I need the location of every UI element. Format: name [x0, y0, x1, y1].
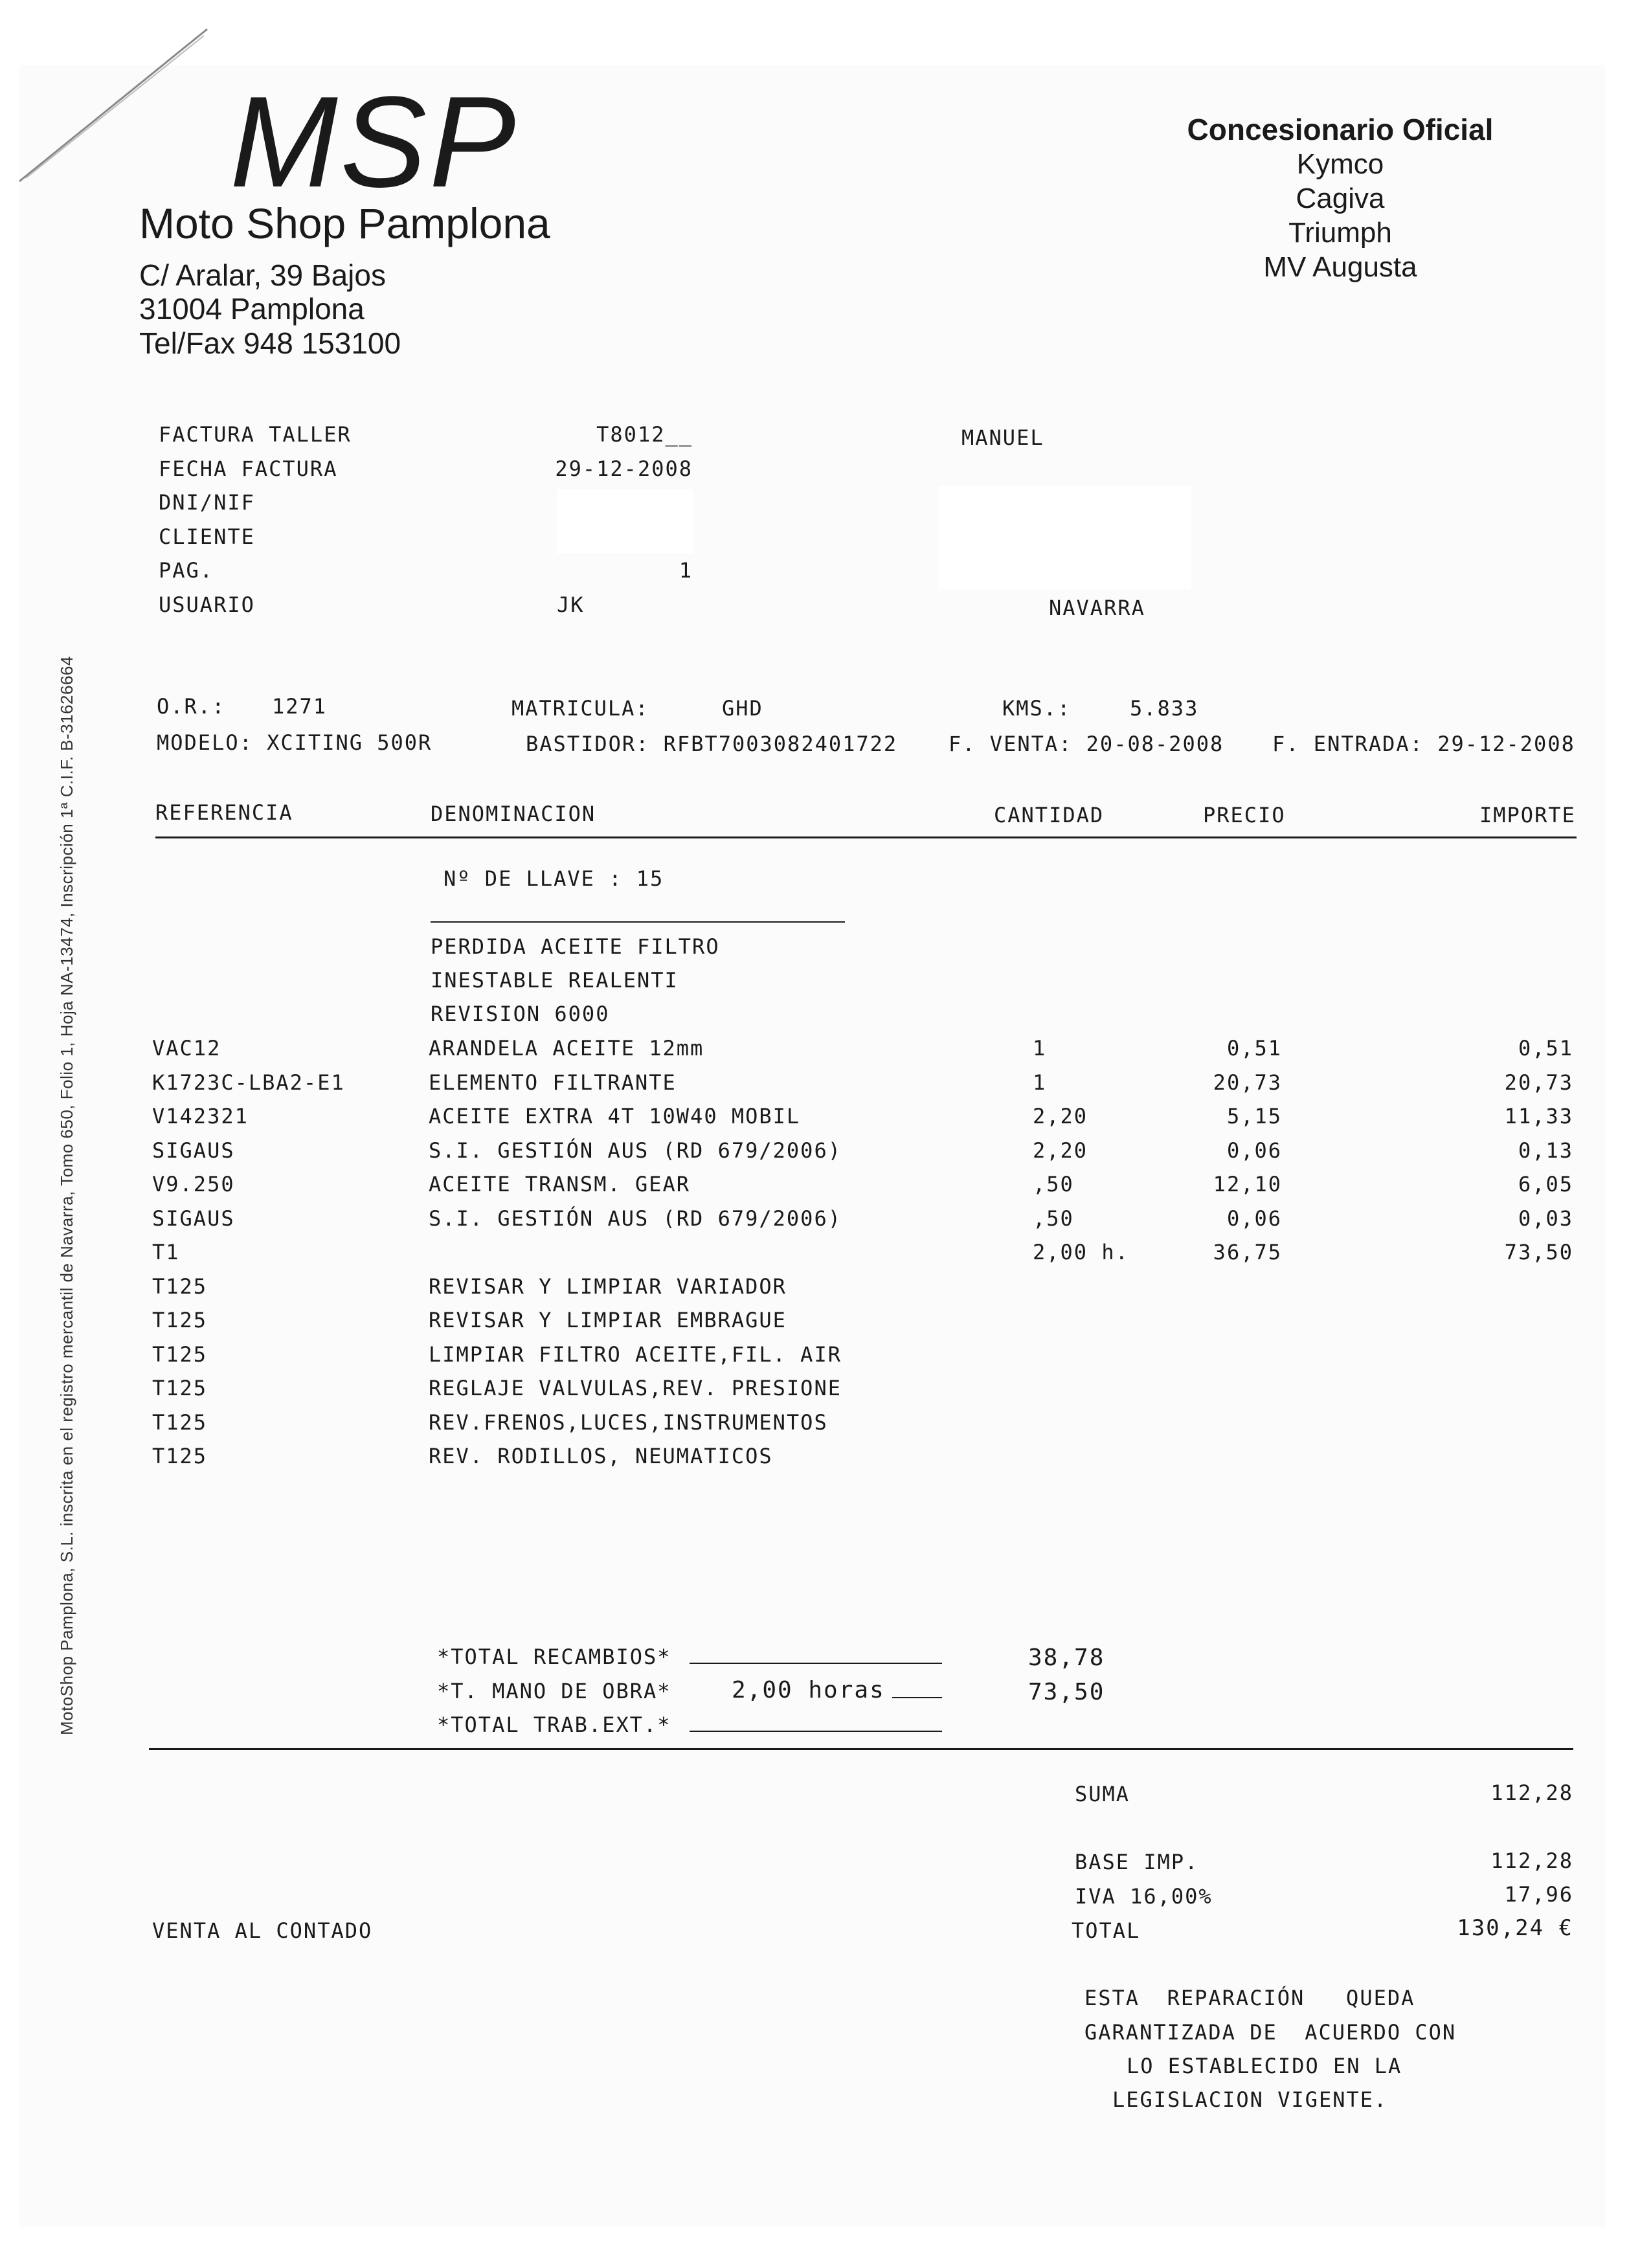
item-amount: 6,05: [1518, 1172, 1573, 1196]
item-amount: 0,13: [1518, 1138, 1573, 1163]
note-line: REVISION 6000: [431, 1002, 610, 1026]
item-description: LIMPIAR FILTRO ACEITE,FIL. AIR: [429, 1342, 842, 1367]
kms-label: KMS.:: [1002, 696, 1072, 721]
item-description: ACEITE EXTRA 4T 10W40 MOBIL: [429, 1104, 801, 1128]
item-description: REV.FRENOS,LUCES,INSTRUMENTOS: [429, 1409, 828, 1435]
fecha-entrada: F. ENTRADA: 29-12-2008: [1272, 732, 1575, 756]
invoice-date: 29-12-2008: [555, 456, 693, 481]
item-price: 0,06: [1226, 1206, 1282, 1231]
item-description: S.I. GESTIÓN AUS (RD 679/2006): [429, 1206, 842, 1231]
suma-value: 112,28: [1490, 1780, 1573, 1805]
item-quantity: 2,20: [1033, 1138, 1088, 1163]
note-line: PERDIDA ACEITE FILTRO: [431, 934, 720, 959]
guarantee-line: ESTA REPARACIÓN QUEDA: [1084, 1986, 1415, 2010]
trab-ext-rule: [690, 1731, 942, 1732]
item-ref: SIGAUS: [152, 1206, 235, 1231]
item-price: 0,51: [1226, 1036, 1282, 1061]
item-price: 20,73: [1213, 1070, 1282, 1095]
total-recambios-rule: [690, 1663, 942, 1664]
note-line: INESTABLE REALENTI: [431, 968, 679, 993]
item-description: REVISAR Y LIMPIAR EMBRAGUE: [429, 1308, 787, 1332]
customer-region: NAVARRA: [1049, 596, 1145, 620]
item-quantity: 2,20: [1033, 1104, 1088, 1128]
item-ref: T125: [152, 1376, 208, 1400]
col-referencia: REFERENCIA: [155, 800, 293, 825]
label-pag: PAG.: [159, 558, 214, 583]
col-importe: IMPORTE: [1479, 803, 1576, 827]
item-quantity: 1: [1033, 1036, 1047, 1061]
total-label: TOTAL: [1072, 1918, 1141, 1943]
table-row: [0, 1240, 1651, 1272]
table-row: [0, 1410, 1651, 1443]
table-row: [0, 1376, 1651, 1408]
table-row: [0, 1444, 1651, 1476]
matricula-label: MATRICULA:: [511, 696, 649, 721]
item-amount: 0,51: [1518, 1036, 1573, 1061]
table-header-rule: [155, 836, 1577, 838]
redacted-customer-address: [939, 486, 1191, 589]
item-ref: T125: [152, 1308, 208, 1332]
bastidor: BASTIDOR: RFBT7003082401722: [526, 732, 898, 756]
item-price: 12,10: [1213, 1172, 1282, 1196]
table-row: [0, 1104, 1651, 1136]
item-amount: 20,73: [1504, 1070, 1573, 1095]
col-denominacion: DENOMINACION: [431, 802, 596, 826]
brand-item: Cagiva: [1296, 183, 1385, 214]
base-value: 112,28: [1490, 1848, 1573, 1873]
mano-obra-label: *T. MANO DE OBRA*: [437, 1679, 671, 1703]
payment-method: VENTA AL CONTADO: [152, 1918, 373, 1943]
guarantee-line: LO ESTABLECIDO EN LA: [1127, 2054, 1402, 2078]
item-amount: 0,03: [1518, 1206, 1573, 1231]
label-cliente: CLIENTE: [159, 524, 255, 549]
label-fecha-factura: FECHA FACTURA: [159, 456, 338, 481]
item-description: REGLAJE VALVULAS,REV. PRESIONE: [429, 1376, 842, 1400]
address-line: 31004 Pamplona: [139, 292, 365, 326]
table-row: [0, 1308, 1651, 1340]
notes-rule: [431, 921, 845, 923]
total-recambios-label: *TOTAL RECAMBIOS*: [437, 1645, 671, 1669]
item-ref: V142321: [152, 1104, 249, 1128]
suma-label: SUMA: [1075, 1782, 1130, 1806]
matricula-value: GHD: [722, 696, 763, 721]
label-factura-taller: FACTURA TALLER: [159, 422, 352, 447]
guarantee-line: GARANTIZADA DE ACUERDO CON: [1084, 2020, 1457, 2045]
item-ref: T125: [152, 1444, 208, 1468]
llave-note: Nº DE LLAVE : 15: [444, 866, 664, 891]
label-dni-nif: DNI/NIF: [159, 490, 255, 515]
mano-obra-rule: [892, 1697, 942, 1698]
mano-obra-hours: 2,00 horas: [732, 1677, 885, 1703]
item-price: 0,06: [1226, 1138, 1282, 1163]
customer-name: MANUEL: [961, 425, 1044, 450]
item-amount: 11,33: [1504, 1104, 1573, 1128]
table-row: [0, 1274, 1651, 1307]
item-price: 36,75: [1213, 1240, 1282, 1264]
item-description: REVISAR Y LIMPIAR VARIADOR: [429, 1274, 787, 1299]
item-ref: T125: [152, 1274, 208, 1299]
item-description: ARANDELA ACEITE 12mm: [429, 1036, 704, 1061]
item-quantity: ,50: [1033, 1206, 1074, 1231]
iva-label: IVA 16,00%: [1075, 1884, 1213, 1909]
table-row: [0, 1138, 1651, 1171]
or-value: 1271: [272, 694, 328, 719]
item-ref: T1: [152, 1240, 180, 1264]
item-description: ELEMENTO FILTRANTE: [429, 1070, 677, 1095]
base-label: BASE IMP.: [1075, 1850, 1199, 1874]
item-price: 5,15: [1226, 1104, 1282, 1128]
item-quantity: 1: [1033, 1070, 1047, 1095]
invoice-number: T8012__: [596, 422, 693, 447]
item-ref: K1723C-LBA2-E1: [152, 1070, 345, 1095]
trab-ext-label: *TOTAL TRAB.EXT.*: [437, 1712, 671, 1737]
iva-value: 17,96: [1504, 1882, 1573, 1907]
table-row: [0, 1206, 1651, 1239]
kms-value: 5.833: [1130, 696, 1199, 721]
brand-item: Triumph: [1288, 217, 1392, 249]
pen-stroke-mark: [13, 19, 220, 188]
label-usuario: USUARIO: [159, 592, 255, 617]
item-description: ACEITE TRANSM. GEAR: [429, 1172, 691, 1196]
brand-item: Kymco: [1296, 148, 1384, 180]
invoice-page: 1: [679, 558, 693, 583]
mano-obra-value: 73,50: [1028, 1679, 1105, 1705]
table-row: [0, 1342, 1651, 1375]
invoice-user: JK: [557, 592, 585, 617]
modelo: MODELO: XCITING 500R: [157, 730, 432, 755]
table-row: [0, 1172, 1651, 1204]
company-name: Moto Shop Pamplona: [139, 199, 550, 247]
item-amount: 73,50: [1504, 1240, 1573, 1264]
table-row: [0, 1070, 1651, 1103]
or-label: O.R.:: [157, 694, 226, 719]
total-recambios-value: 38,78: [1028, 1645, 1105, 1671]
logo: MSP: [230, 70, 519, 214]
col-precio: PRECIO: [1203, 803, 1286, 827]
item-quantity: ,50: [1033, 1172, 1074, 1196]
item-description: S.I. GESTIÓN AUS (RD 679/2006): [429, 1138, 842, 1163]
item-ref: V9.250: [152, 1172, 235, 1196]
item-ref: VAC12: [152, 1036, 221, 1061]
redacted-dni: [557, 489, 693, 554]
item-ref: T125: [152, 1409, 208, 1435]
address-line: C/ Aralar, 39 Bajos: [139, 258, 386, 292]
total-value: 130,24 €: [1457, 1915, 1573, 1941]
table-row: [0, 1036, 1651, 1068]
registry-side-text: MotoShop Pamplona, S.L. inscrita en el registro mercantil de Navarra, Tomo 650, Folio 1, Hoja NA-13474, Inscripción 1ª C.I.F. B-31626664: [57, 656, 76, 1735]
item-quantity: 2,00 h.: [1033, 1240, 1129, 1264]
totals-rule: [149, 1748, 1573, 1750]
fecha-venta: F. VENTA: 20-08-2008: [949, 732, 1224, 756]
brand-item: MV Augusta: [1263, 251, 1417, 283]
item-ref: SIGAUS: [152, 1138, 235, 1163]
address-line: Tel/Fax 948 153100: [139, 326, 401, 360]
guarantee-line: LEGISLACION VIGENTE.: [1112, 2087, 1388, 2112]
item-ref: T125: [152, 1342, 208, 1367]
item-description: REV. RODILLOS, NEUMATICOS: [429, 1444, 773, 1468]
col-cantidad: CANTIDAD: [994, 803, 1105, 827]
dealer-title: Concesionario Oficial: [1187, 113, 1494, 146]
